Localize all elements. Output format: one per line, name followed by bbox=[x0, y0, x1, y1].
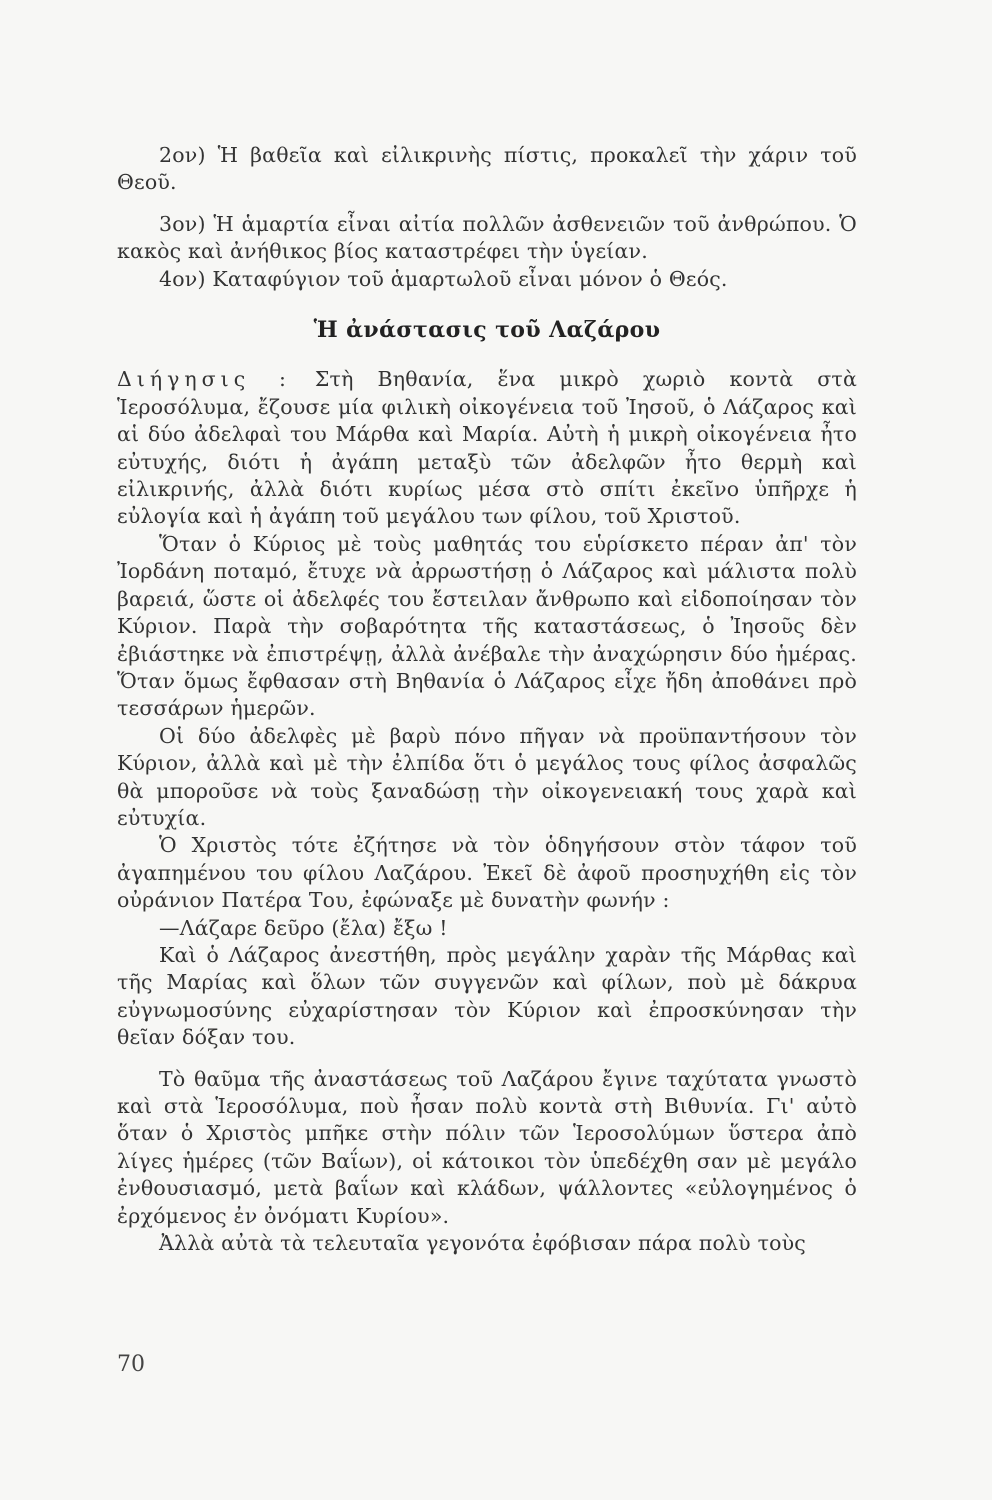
section-heading: Ἡ ἀνάστασις τοῦ Λαζάρου bbox=[313, 317, 661, 344]
paragraph-3: Οἱ δύο ἀδελφὲς μὲ βαρὺ πόνο πῆγαν νὰ προϋπαντήσουν τὸν Κύριον, ἀλλὰ καὶ μὲ τὴν ἐλπίδα ὅτι ὁ μεγάλος τους φίλος ἀσφαλῶς θὰ μποροῦσε νὰ τοὺς ξαναδώσῃ τὴν οἰκογενειακή τους χαρὰ καὶ εὐτυχία. bbox=[117, 723, 857, 830]
point-4-label: 4ον) bbox=[159, 266, 206, 291]
point-2 bbox=[117, 142, 857, 197]
paragraph-2: Ὅταν ὁ Κύριος μὲ τοὺς μαθητάς του εὑρίσκετο πέραν ἀπ' τὸν Ἰορδάνη ποταμό, ἔτυχε νὰ ἀρρωστήσῃ ὁ Λάζαρος καὶ μάλιστα πολὺ βαρειά, ὥστε οἱ ἀδελφές του ἔστειλαν ἄνθρωπο καὶ εἰδοποίησαν τὸν Κύριον. Παρὰ τὴν σοβαρότητα τῆς καταστάσεως, ὁ Ἰησοῦς δὲν ἐβιάστηκε νὰ ἐπιστρέψῃ, ἀλλὰ ἀνέβαλε τὴν ἀναχώρησιν δύο ἡμέρας. Ὅταν ὅμως ἔφθασαν στὴ Βηθανία ὁ Λάζαρος εἶχε ἤδη ἀποθάνει πρὸ τεσσάρων ἡμερῶν. bbox=[117, 531, 857, 721]
narration-label: Διήγησις : bbox=[117, 367, 291, 392]
point-3-text: Ἡ ἁμαρτία εἶναι αἰτία πολλῶν ἀσθενειῶν τοῦ ἀνθρώπου. Ὁ κακὸς καὶ ἀνήθικος βίος καταστρέφει τὴν ὑγείαν. bbox=[117, 211, 858, 264]
paragraph-5: Καὶ ὁ Λάζαρος ἀνεστήθη, πρὸς μεγάλην χαρὰν τῆς Μάρθας καὶ τῆς Μαρίας καὶ ὅλων τῶν συγγενῶν καὶ φίλων, ποὺ μὲ δάκρυα εὐγνωμοσύνης εὐχαρίστησαν τὸν Κύριον καὶ ἐπροσκύνησαν τὴν θεῖαν δόξαν του. bbox=[117, 942, 857, 1050]
point-3 bbox=[117, 211, 857, 266]
paragraph-1: Στὴ Βηθανία, ἕνα μικρὸ χωριὸ κοντὰ στὰ Ἱεροσόλυμα, ἔζουσε μία φιλικὴ οἰκογένεια τοῦ Ἰησοῦ, ὁ Λάζαρος καὶ αἱ δύο ἀδελφαὶ του Μάρθα καὶ Μαρία. Αὐτὴ ἡ μικρὴ οἰκογένεια ἦτο εὐτυχής, διότι ἡ ἀγάπη μεταξὺ τῶν ἀδελφῶν ἦτο θερμὴ καὶ εἰλικρινής, ἀλλὰ διότι κυρίως μέσα στὸ σπίτι ἐκεῖνο ὑπῆρχε ἡ εὐλογία καὶ ἡ ἀγάπη τοῦ μεγάλου των φίλου, τοῦ Χριστοῦ. bbox=[117, 367, 857, 529]
point-4 bbox=[117, 266, 857, 293]
point-4-text: Καταφύγιον τοῦ ἁμαρτωλοῦ εἶναι μόνον ὁ Θεός. bbox=[212, 266, 728, 291]
point-3-label: 3ον) bbox=[159, 211, 206, 236]
paragraph-7: Ἀλλὰ αὐτὰ τὰ τελευταῖα γεγονότα ἐφόβισαν πάρα πολὺ τοὺς bbox=[159, 1231, 806, 1256]
paragraph-4: Ὁ Χριστὸς τότε ἐζήτησε νὰ τὸν ὁδηγήσουν στὸν τάφον τοῦ ἀγαπημένου του φίλου Λαζάρου. Ἐκεῖ δὲ ἀφοῦ προσηυχήθη εἰς τὸν οὐράνιον Πατέρα Του, ἐφώναξε μὲ δυνατὴν φωνήν : bbox=[117, 833, 857, 913]
point-2-text: Ἡ βαθεῖα καὶ εἰλικρινὴς πίστις, προκαλεῖ τὴν χάριν τοῦ Θεοῦ. bbox=[117, 143, 857, 195]
exclamation-line: —Λάζαρε δεῦρο (ἔλα) ἔξω ! bbox=[159, 915, 448, 940]
narration-paragraph bbox=[117, 366, 857, 530]
page-number: 70 bbox=[117, 1352, 145, 1377]
page-text bbox=[117, 142, 857, 1257]
point-2-label: 2ον) bbox=[159, 143, 206, 167]
paragraph-6: Τὸ θαῦμα τῆς ἀναστάσεως τοῦ Λαζάρου ἔγινε ταχύτατα γνωστὸ καὶ στὰ Ἱεροσόλυμα, ποὺ ἦσαν πολὺ κοντὰ στὴ Βιθυνία. Γι' αὐτὸ ὅταν ὁ Χριστὸς μπῆκε στὴν πόλιν τῶν Ἱεροσολύμων ὕστερα ἀπὸ λίγες ἡμέρες (τῶν Βαΐων), οἱ κάτοικοι τὸν ὑπεδέχθη σαν μὲ μεγάλο ἐνθουσιασμό, μετὰ βαΐων καὶ κλάδων, ψάλλοντες «εὐλογημένος ὁ ἐρχόμενος ἐν ὀνόματι Κυρίου». bbox=[117, 1066, 857, 1228]
